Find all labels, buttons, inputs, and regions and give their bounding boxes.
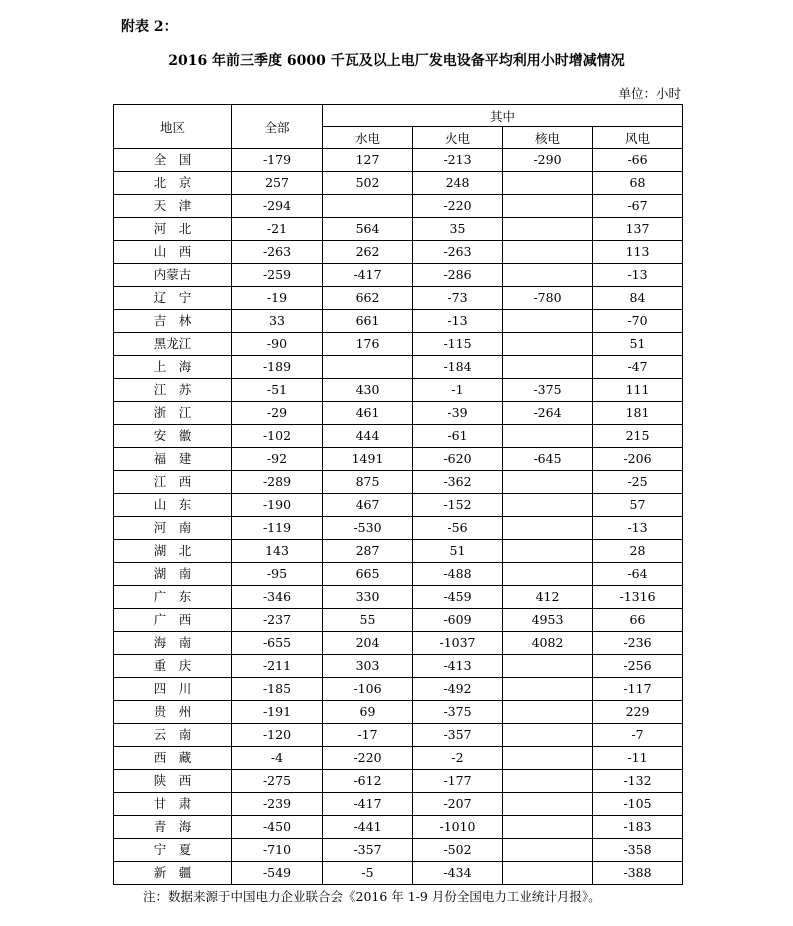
cell-thermal: -213 [413,149,503,172]
cell-wind: -7 [593,724,683,747]
column-header-hydro: 水电 [323,127,413,149]
table-row [114,816,683,839]
cell-wind: 68 [593,172,683,195]
cell-nuclear [503,862,593,885]
table-row [114,287,683,310]
cell-wind: 111 [593,379,683,402]
cell-hydro: 665 [323,563,413,586]
cell-region: 河 南 [114,517,232,540]
table-row [114,471,683,494]
cell-wind: -358 [593,839,683,862]
cell-total: -549 [232,862,323,885]
cell-wind: -256 [593,655,683,678]
table-row [114,678,683,701]
table-row [114,425,683,448]
cell-nuclear [503,172,593,195]
cell-nuclear [503,770,593,793]
cell-region: 四 川 [114,678,232,701]
cell-region: 西 藏 [114,747,232,770]
cell-region: 海 南 [114,632,232,655]
cell-wind: 57 [593,494,683,517]
cell-nuclear [503,218,593,241]
cell-region: 全 国 [114,149,232,172]
cell-total: -92 [232,448,323,471]
cell-total: -21 [232,218,323,241]
cell-thermal: 248 [413,172,503,195]
table-row [114,563,683,586]
cell-thermal: -1010 [413,816,503,839]
cell-total: 257 [232,172,323,195]
cell-thermal: 51 [413,540,503,563]
cell-nuclear [503,724,593,747]
cell-wind: -67 [593,195,683,218]
cell-hydro: -220 [323,747,413,770]
cell-region: 福 建 [114,448,232,471]
column-header-total: 全部 [232,105,323,149]
cell-total: -237 [232,609,323,632]
cell-wind: -1316 [593,586,683,609]
cell-thermal: -413 [413,655,503,678]
table-row [114,149,683,172]
cell-nuclear [503,310,593,333]
cell-thermal: -152 [413,494,503,517]
table-row [114,448,683,471]
cell-nuclear: -780 [503,287,593,310]
cell-region: 内蒙古 [114,264,232,287]
cell-hydro: 1491 [323,448,413,471]
cell-nuclear [503,471,593,494]
cell-total: -450 [232,816,323,839]
cell-wind: 137 [593,218,683,241]
table-row [114,172,683,195]
cell-hydro: 502 [323,172,413,195]
cell-wind: -388 [593,862,683,885]
cell-region: 黑龙江 [114,333,232,356]
cell-thermal: -115 [413,333,503,356]
cell-wind: 66 [593,609,683,632]
cell-total: -120 [232,724,323,747]
cell-region: 甘 肃 [114,793,232,816]
table-row [114,218,683,241]
cell-hydro: 69 [323,701,413,724]
cell-nuclear [503,264,593,287]
table-row [114,356,683,379]
cell-region: 北 京 [114,172,232,195]
cell-hydro: 461 [323,402,413,425]
column-header-region: 地区 [114,105,232,149]
table-row [114,655,683,678]
cell-wind: -66 [593,149,683,172]
cell-total: -655 [232,632,323,655]
cell-total: -263 [232,241,323,264]
cell-region: 江 西 [114,471,232,494]
cell-hydro: -441 [323,816,413,839]
cell-hydro [323,195,413,218]
cell-thermal: -286 [413,264,503,287]
cell-thermal: -56 [413,517,503,540]
cell-wind: 229 [593,701,683,724]
cell-hydro: -357 [323,839,413,862]
cell-nuclear [503,678,593,701]
cell-nuclear [503,793,593,816]
cell-total: -185 [232,678,323,701]
cell-nuclear [503,701,593,724]
cell-hydro: 662 [323,287,413,310]
cell-thermal: -620 [413,448,503,471]
cell-region: 青 海 [114,816,232,839]
footnote: 注：数据来源于中国电力企业联合会《2016 年 1-9 月份全国电力工业统计月报》。 [143,889,601,904]
cell-nuclear: -645 [503,448,593,471]
cell-hydro: 262 [323,241,413,264]
cell-region: 广 东 [114,586,232,609]
cell-region: 湖 北 [114,540,232,563]
cell-hydro: -5 [323,862,413,885]
table-row [114,540,683,563]
cell-wind: -132 [593,770,683,793]
table-row [114,632,683,655]
cell-thermal: -207 [413,793,503,816]
cell-region: 重 庆 [114,655,232,678]
table-row [114,264,683,287]
cell-total: -294 [232,195,323,218]
cell-region: 吉 林 [114,310,232,333]
table-row [114,379,683,402]
cell-nuclear [503,540,593,563]
cell-thermal: -73 [413,287,503,310]
cell-region: 安 徽 [114,425,232,448]
cell-nuclear [503,747,593,770]
cell-hydro: 875 [323,471,413,494]
cell-thermal: -434 [413,862,503,885]
cell-hydro: 330 [323,586,413,609]
table-body [114,149,683,885]
cell-hydro: 564 [323,218,413,241]
cell-wind: 51 [593,333,683,356]
table-row [114,195,683,218]
table-row [114,333,683,356]
cell-nuclear [503,241,593,264]
cell-wind: -183 [593,816,683,839]
cell-nuclear [503,195,593,218]
unit-label: 单位：小时 [618,86,681,101]
column-header-wind: 风电 [593,127,683,149]
cell-thermal: -492 [413,678,503,701]
cell-region: 贵 州 [114,701,232,724]
cell-thermal: -220 [413,195,503,218]
cell-wind: -236 [593,632,683,655]
cell-wind: 215 [593,425,683,448]
cell-region: 河 北 [114,218,232,241]
cell-total: -4 [232,747,323,770]
cell-region: 天 津 [114,195,232,218]
cell-hydro [323,356,413,379]
cell-thermal: -13 [413,310,503,333]
cell-hydro: 467 [323,494,413,517]
cell-total: -346 [232,586,323,609]
cell-wind: 113 [593,241,683,264]
cell-thermal: -39 [413,402,503,425]
cell-wind: 181 [593,402,683,425]
table-row [114,770,683,793]
cell-thermal: -2 [413,747,503,770]
cell-region: 山 东 [114,494,232,517]
cell-hydro: 55 [323,609,413,632]
cell-wind: -64 [593,563,683,586]
cell-total: -119 [232,517,323,540]
cell-total: -289 [232,471,323,494]
cell-wind: -105 [593,793,683,816]
cell-nuclear [503,333,593,356]
cell-region: 宁 夏 [114,839,232,862]
cell-hydro: -106 [323,678,413,701]
cell-total: 33 [232,310,323,333]
cell-hydro: 430 [323,379,413,402]
cell-wind: -206 [593,448,683,471]
column-header-nuclear: 核电 [503,127,593,149]
cell-total: -189 [232,356,323,379]
cell-nuclear [503,356,593,379]
cell-hydro: -417 [323,264,413,287]
cell-region: 湖 南 [114,563,232,586]
cell-region: 江 苏 [114,379,232,402]
cell-hydro: 303 [323,655,413,678]
cell-wind: -13 [593,264,683,287]
table-row [114,701,683,724]
cell-hydro: -417 [323,793,413,816]
cell-thermal: -609 [413,609,503,632]
cell-total: -259 [232,264,323,287]
cell-wind: 84 [593,287,683,310]
cell-nuclear [503,816,593,839]
cell-total: -19 [232,287,323,310]
cell-nuclear: -264 [503,402,593,425]
cell-thermal: -1 [413,379,503,402]
cell-nuclear: -290 [503,149,593,172]
cell-nuclear [503,839,593,862]
cell-total: -51 [232,379,323,402]
cell-region: 辽 宁 [114,287,232,310]
cell-total: -102 [232,425,323,448]
cell-total: -190 [232,494,323,517]
cell-thermal: -459 [413,586,503,609]
cell-thermal: -357 [413,724,503,747]
table-row [114,517,683,540]
cell-thermal: -375 [413,701,503,724]
cell-total: -275 [232,770,323,793]
cell-wind: -47 [593,356,683,379]
cell-hydro: -612 [323,770,413,793]
table-row [114,747,683,770]
cell-hydro: -17 [323,724,413,747]
cell-region: 云 南 [114,724,232,747]
cell-total: -29 [232,402,323,425]
table-row [114,310,683,333]
cell-hydro: 176 [323,333,413,356]
cell-wind: -117 [593,678,683,701]
cell-nuclear [503,494,593,517]
cell-hydro: 444 [323,425,413,448]
table-row [114,862,683,885]
table-row [114,839,683,862]
column-group-header: 其中 [323,105,683,127]
table-row [114,609,683,632]
cell-region: 广 西 [114,609,232,632]
cell-thermal: -502 [413,839,503,862]
cell-region: 新 疆 [114,862,232,885]
column-header-thermal: 火电 [413,127,503,149]
cell-nuclear [503,517,593,540]
cell-nuclear: -375 [503,379,593,402]
cell-wind: 28 [593,540,683,563]
cell-hydro: 287 [323,540,413,563]
utilization-hours-table [113,104,683,885]
cell-nuclear [503,425,593,448]
cell-wind: -25 [593,471,683,494]
cell-hydro: -530 [323,517,413,540]
cell-hydro: 204 [323,632,413,655]
cell-thermal: -362 [413,471,503,494]
cell-nuclear [503,655,593,678]
table-row [114,241,683,264]
appendix-label: 附表 2： [121,19,178,35]
cell-total: -239 [232,793,323,816]
table-row [114,724,683,747]
cell-wind: -11 [593,747,683,770]
cell-wind: -70 [593,310,683,333]
cell-hydro: 127 [323,149,413,172]
cell-thermal: -488 [413,563,503,586]
cell-region: 上 海 [114,356,232,379]
cell-thermal: -1037 [413,632,503,655]
cell-thermal: -184 [413,356,503,379]
cell-total: 143 [232,540,323,563]
cell-nuclear [503,563,593,586]
table-row [114,494,683,517]
table-row [114,402,683,425]
cell-wind: -13 [593,517,683,540]
cell-hydro: 661 [323,310,413,333]
cell-region: 山 西 [114,241,232,264]
cell-total: -90 [232,333,323,356]
cell-nuclear: 412 [503,586,593,609]
cell-total: -179 [232,149,323,172]
cell-region: 浙 江 [114,402,232,425]
table-row [114,586,683,609]
cell-thermal: -177 [413,770,503,793]
cell-thermal: -61 [413,425,503,448]
page-title: 2016 年前三季度 6000 千瓦及以上电厂发电设备平均利用小时增减情况 [168,53,625,69]
cell-nuclear: 4953 [503,609,593,632]
cell-thermal: 35 [413,218,503,241]
table-row [114,793,683,816]
cell-total: -211 [232,655,323,678]
cell-nuclear: 4082 [503,632,593,655]
cell-total: -191 [232,701,323,724]
cell-region: 陕 西 [114,770,232,793]
cell-total: -710 [232,839,323,862]
cell-total: -95 [232,563,323,586]
cell-thermal: -263 [413,241,503,264]
